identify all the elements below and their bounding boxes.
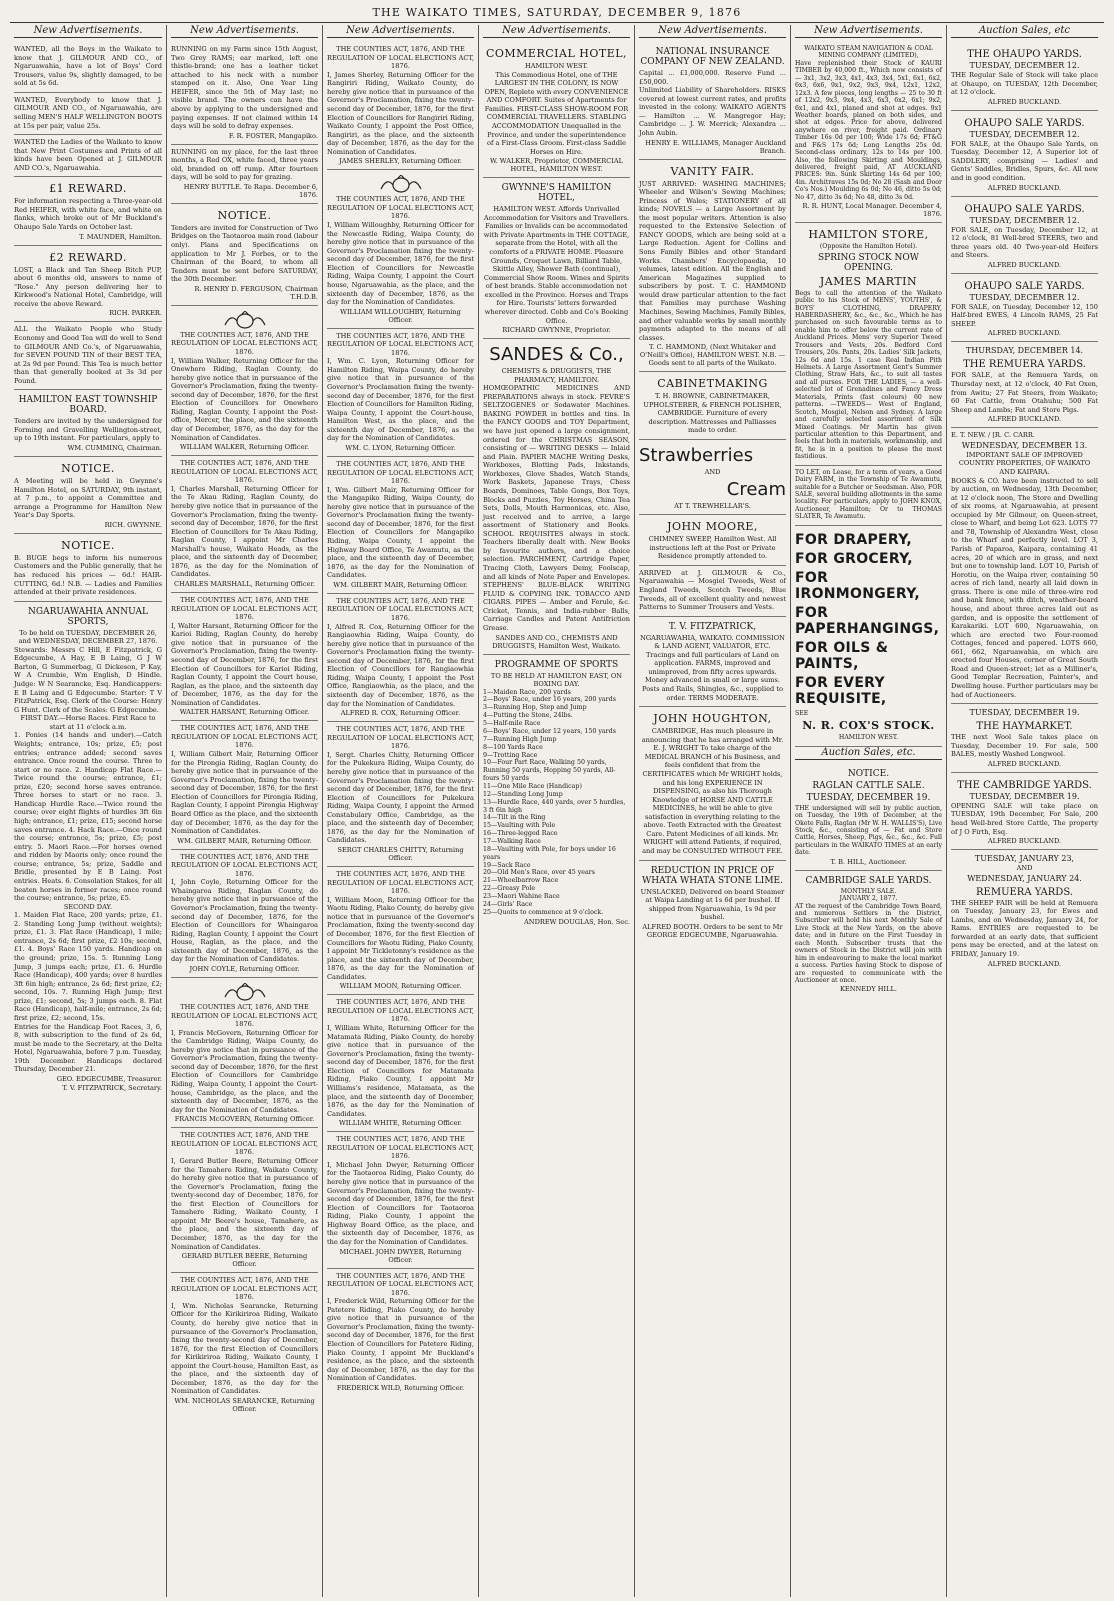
sandes-subtitle: CHEMISTS & DRUGGISTS, THE PHARMACY, HAMILTON. (501, 367, 612, 384)
column-heading: New Advertisements. (171, 25, 318, 38)
column-1 (10, 25, 166, 1597)
notice-text: I, Wm. Gilbert Mair, Returning Officer for the Mangapiko Riding, Waipa County, do hereby give notice that in pursuance of the Governor's Proclamation fixing the twenty-second day of December, 1876, for the first Election of Councillors for Mangapiko Riding, Waipa County, I appoint the Highway Board Office, Te Awamutu, as the place, and the sixteenth day of December, 1876, as the day for the Nomination of Candidates. (327, 485, 474, 580)
cox-stock-title: N. R. COX'S STOCK. (802, 719, 935, 733)
list-item: 23—Maori Wahine Race (483, 892, 560, 900)
ad-signature: HENRY BUTTLE. Te Rapa. December 6, 1876. (183, 182, 318, 199)
lime-title: REDUCTION IN PRICE OF WHATA WHATA STONE LIME. (642, 865, 783, 886)
see-label: SEE (795, 709, 809, 717)
auction-title: REMUERA YARDS. (976, 886, 1073, 898)
houghton-text: CAMBRIDGE, Has much pleasure in announcing that he has arranged with Mr. E. J. WRIGHT To take charge of the MEDICAL BRANCH of his Business, and feels confident that from the CERTIFICATES which Mr WRIGHT holds, and his long EXPERIENCE IN DISPENSING, as also his Thorough Knowledge of HORSE AND CATTLE MEDICINES, he will be able to give satisfaction in everything relating to the above. Teeth Extracted with the Greatest Care. Patent Medicines of all kinds. Mr. WRIGHT will attend Patients, if required, and may be CONSULTED WITHOUT FEE. (641, 727, 784, 855)
strawberries-word: Strawberries (639, 445, 754, 466)
programme-title: PROGRAMME OF SPORTS (494, 659, 619, 670)
sandes-title: SANDES & Co., (489, 344, 624, 366)
board-text: Tenders are invited by the undersigned for Forming and Gravelling Wellington-street, up to 19th instant. For particulars, apply to (14, 417, 162, 443)
auction-section-heading: Auction Sales, etc. (795, 747, 942, 760)
reward-text: LOST, a Black and Tan Sheep Bitch PUP, about 6 months old, answers to name of "Rose." Any person delivering her to Kirkwood's National Hotel, Cambridge, will receive the above Reward. (14, 265, 162, 308)
for-item: FOR IRONMONGERY, (795, 569, 920, 602)
fitzpatrick-title: T. V. FITZPATRICK, (668, 621, 757, 632)
auction-ohaupo-saddlery (951, 111, 1098, 197)
auction-haymarket (951, 704, 1098, 773)
hotel-text: This Commodious Hotel, one of THE LARGEST IN THE COLONY, IS NOW OPEN, Replete with every CONVENIENCE AND COMFORT. Suites of Apartments for Families. FIRST-CLASS SHOW-ROOM FOR COMMERCIAL TRAVELLERS. STABLING ACCOMMODATION Unequalled in the Province, and under the superintendence of a First-Class Groom. First-class Saddle Horses on Hire. (484, 70, 629, 156)
notice-text: I, Wm. Nicholas Searancke, Returning Officer for the Kirikiriroa Riding, Waikato County, do hereby give notice that in pursuance of the Governor's Proclamation, fixing the twenty-second day of December, 1876, for the first Election of Councillors for Kirikiriroa Riding, Waikato County, I appoint the Court-house, Hamilton East, as the place, and the sixteenth day of December, 1876, as the day for the Nomination of Candidates. (171, 1301, 318, 1396)
auction-ohaupo-ewes (951, 274, 1098, 343)
auction-title: IMPORTANT SALE OF IMPROVED COUNTRY PROPERTIES, OF WAIKATO AND KAIPARA. (958, 450, 1091, 476)
act-title: THE COUNTIES ACT, 1876, AND THE REGULATION OF LOCAL ELECTIONS ACT, 1876. (327, 459, 474, 486)
cambridge-text: AT the request of the Cambridge Town Board, and numerous Settlers in the District, Subscriber will hold his next Monthly Sale of Live Stock at the New Yards, on the above date; and in future on the First Tuesday in each Month. Subscriber trusts that the owners of Stock in the District will join with him in endeavouring to make the local market a success. Parties having Stock to dispose of are requested to communicate with the Auctioneer at once. (795, 902, 942, 984)
election-notice (171, 1273, 318, 1417)
election-notice (327, 457, 474, 594)
notice-signature: WILLIAM WALKER, Returning Officer. (180, 443, 309, 452)
notice-signature: GERARD BUTLER BEERE, Returning Officer. (181, 1252, 308, 1269)
programme-signature: ANDREW DOUGLAS, Hon. Sec. (524, 917, 630, 926)
column-heading: New Advertisements. (483, 25, 630, 38)
act-title: THE COUNTIES ACT, 1876, AND THE REGULATION OF LOCAL ELECTIONS ACT, 1876. (327, 998, 474, 1024)
hotel-signature: W. WALKER, Proprietor, COMMERCIAL HOTEL, HAMILTON WEST. (489, 157, 623, 174)
notice-signature: WM. C. LYON, Returning Officer. (345, 443, 456, 452)
reward-title: £2 REWARD. (49, 250, 127, 264)
masthead: THE WAIKATO TIMES, SATURDAY, DECEMBER 9, 1876 (10, 6, 1104, 23)
notice-signature: FREDERICK WILD, Returning Officer. (336, 1383, 465, 1392)
auction-title: OHAUPO SALE YARDS. (964, 117, 1085, 129)
store-location: (Opposite the Hamilton Hotel). (819, 243, 918, 251)
election-notice (327, 329, 474, 457)
notice-signature: WALTER HARSANT, Returning Officer. (179, 708, 310, 717)
auction-ohaupo-yards (951, 42, 1098, 111)
second-day-events: 1. Maiden Flat Race, 200 yards; prize, £1. 2. Standing Long Jump (without weights); prize, £1. 3. Flat Race (Handicap), 1 mile; entrance, 2s 6d; first prize, £2 10s; second, £1. 4. Boys' Race 150 yards. Handicap on the ground; prize, 15s. 5. Running Long Jump, 3 jumps each; prize, £1. 6. Hurdle Race (Handicap), 400 yards; over 8 hurdles 3ft 6in high; entrance, 2s 6d; first prize, £2; second, 10s. 7. Running High Jump; first prize, £1; second, 5s; 3 jumps each. 8. Flat Race (Handicap), half-mile; entrance, 2s 6d; first prize, £2; second, 15s. (14, 911, 162, 1022)
auction-and: AND (1016, 864, 1033, 873)
notice-text: I, Walter Harsant, Returning Officer for the Karioi Riding, Raglan County, do hereby give notice that in pursuance of the Governor's Proclamation, fixing the twenty-second day of December, 1876, for the first Election of Councillors for Karioi Riding, Raglan County, I appoint the Court house, Raglan, as the place, and the sixteenth day of December, 1876, as the day for the Nomination of Candidates. (171, 621, 318, 707)
column-heading: New Advertisements. (14, 25, 162, 38)
list-item: 8—100 Yards Race (483, 743, 543, 751)
cox-location: HAMILTON WEST. (838, 734, 899, 742)
list-item: 12—Standing Long Jump (483, 790, 563, 798)
act-title: THE COUNTIES ACT, 1876, AND THE REGULATION OF LOCAL ELECTIONS ACT, 1876. (327, 195, 474, 221)
list-item: 10—Four Part Race, Walking 50 yards, Running 50 yards, Hopping 50 yards, All-fours 50 yards (483, 759, 616, 783)
list-item: 24—Girls' Race (483, 900, 533, 908)
insurance-signature: HENRY E. WILLIAMS, Manager Auckland Branch. (645, 138, 786, 155)
notice-signature: FRANCIS McGOVERN, Returning Officer. (174, 1115, 315, 1124)
column-3 (322, 25, 478, 1597)
auction-signature: ALFRED BUCKLAND. (987, 329, 1062, 338)
board-title: HAMILTON EAST TOWNSHIP BOARD. (18, 395, 158, 416)
list-item: 1—Maiden Race, 200 yards (483, 688, 571, 696)
act-title: THE COUNTIES ACT, 1876, AND THE REGULATION OF LOCAL ELECTIONS ACT, 1876. (327, 725, 474, 751)
for-item: FOR GROCERY, (795, 550, 913, 567)
strawberries-and: AND (704, 468, 721, 476)
cambridge-sale-yards (795, 871, 942, 998)
cream-word: Cream (726, 478, 786, 500)
reward-pup-ad (14, 246, 162, 323)
reward-signature: T. MAUNDER, Hamilton. (79, 232, 162, 241)
notice-signature: WILLIAM WILLOUGHBY, Returning Officer. (340, 307, 461, 324)
list-item: 21—Wheelbarrow Race (483, 877, 559, 885)
cox-stock-ad (795, 526, 942, 747)
auction-date: THURSDAY, DECEMBER 14. (965, 346, 1084, 356)
hotel-signature: RICHARD GWYNNE, Proprietor. (502, 326, 611, 335)
sports-secretary: T. V. FITZPATRICK, Secretary. (62, 1083, 162, 1092)
notice-text: I, William Gilbert Mair, Returning Officer for the Pirongia Riding, Raglan County, do hereby give notice that in pursuance of the Governor's Proclamation, fixing the twenty-second day of December, 1876, for the first Election of Councillors for Pirongia Riding, Raglan County, I appoint Pirongia Highway Board Office as the place, and the sixteenth day of December, 1876, as the day for the Nomination of Candidates. (171, 750, 318, 836)
martin-name: JAMES MARTIN (819, 274, 918, 288)
list-item: 14—Tilt in the Ring (483, 814, 546, 822)
notice-text: I, William Moon, Returning Officer for the Waotu Riding, Piako County, do hereby give notice that in pursuance of the Governor's Proclamation, fixing the twenty-second day of December, 1876, for the first Election of Councillors for Waotu Riding, Piako County, I appoint Mr Tickletonny's residence as the place, and the sixteenth day of December, 1876, as the day for the Nomination of Candidates. (327, 895, 474, 981)
auction-signature: ALFRED BUCKLAND. (987, 183, 1062, 192)
second-day-heading: SECOND DAY. (63, 902, 113, 911)
act-title: THE COUNTIES ACT, 1876, AND THE REGULATION OF LOCAL ELECTIONS ACT, 1876. (327, 870, 474, 896)
notice-text: I, William Walker, Returning Officer for the Onewhero Riding, Raglan County, do hereby give notice that in pursuance of the Governor's Proclamation, fixing the twenty-second day of December, 1876, for the first Election of Councillors for Onewhero Riding, Raglan County, I appoint the Post-office, Mercer, the place, and the sixteenth day of December, 1876, as the day for the Nomination of Candidates. (171, 356, 318, 442)
auction-text: FOR SALE, on Tuesday, December 12, at 12 o'clock, 81 Well-bred STEERS, two and three years old. 40 Two-year-old Heifers and Steers. (951, 225, 1098, 260)
auction-title: OHAUPO SALE YARDS. (964, 203, 1085, 215)
act-title: THE COUNTIES ACT, 1876, AND THE REGULATION OF LOCAL ELECTIONS ACT, 1876. (171, 1276, 318, 1302)
auction-text: THE SHEEP FAIR will be held at Remuera on Tuesday, January 23, for Ewes and Lambs, and on Wednesday, January 24, for Rams. ENTRIES are requested to be forwarded at an early date, that sufficient pens may be erected, and at the latest on FRIDAY, January 19. (951, 898, 1098, 958)
insurance-text: Unlimited Liability of Shareholders. RISKS covered at lowest current rates, and profits invested in the colony. WAIKATO AGENTS — Hamilton ... W. Mangregor Hay; Cambridge ... J. W. Merrick; Alexandra ... John Aubin. (639, 86, 786, 137)
act-title: THE COUNTIES ACT, 1876, AND THE REGULATION OF LOCAL ELECTIONS ACT, 1876. (171, 852, 318, 878)
board-signature: WM. CUMMING, Chairman. (67, 444, 162, 452)
notice-text: I, John Coyle, Returning Officer for the Whaingaroa Riding, Raglan County, do hereby give notice that in pursuance of the Governor's Proclamation, fixing the twenty-second day of December, 1876, for the Election of Councillors for Whaingaroa Riding, Raglan County, I appoint the Court House, Raglan, as the place, and the sixteenth day of December, 1876, as the day for the Nomination of Candidates. (171, 878, 318, 964)
list-item: 15—Vaulting with Pole (483, 822, 556, 830)
notice-text: I, Francis McGovern, Returning Officer for the Cambridge Riding, Waipa County, do hereby give notice that in pursuance of the Governor's Proclamation, fixing the twenty-second day of December, 1876, for the first Election of Councillors for Cambridge Riding, Waipa County, I appoint the Court-house, Cambridge, as the place, and the sixteenth day of December, 1876, as the day for the Nomination of Candidates. (171, 1028, 318, 1114)
cabinet-title: CABINETMAKING (657, 377, 768, 391)
hamilton-store-ad (795, 223, 942, 466)
fitzpatrick-text: NGARUAWAHIA, WAIKATO. COMMISSION & LAND AGENT, VALUATOR, ETC. Tracings and full particulars of Land on application. FARMS, improved and unimproved, from fifty acres upwards. Money advanced in small or large sums. Posts and Rails, Shingles, &c., supplied to order. TERMS MODERATE. (640, 633, 785, 702)
election-notice (171, 1128, 318, 1273)
notice-title: NOTICE. (61, 538, 115, 552)
notice-signature: R. HENRY D. FERGUSON, Chairman T.H.D.B. (194, 284, 318, 301)
raglan-text: THE undersigned will sell by public auction, on Tuesday, the 19th of December, at the Okete Falls, Raglan (Mr W. H. WALLIS'S), Live Stock, &c., consisting of — Fat and Store Cattle, Horses, Sheep, Pigs, &c., &c., &c. Full particulars in the WAIKATO TIMES at an early date. (795, 804, 942, 857)
auction-remuera-yards (951, 342, 1098, 428)
list-item: 18—Vaulting with Pole, for boys under 16 years (483, 845, 616, 861)
stone-lime-ad (639, 861, 786, 943)
election-notice (171, 850, 318, 978)
auction-text: BOOKS & CO. have been instructed to sell by auction, on Wednesday, 13th December, at 12 o'clock noon, The Store and Dwelling of six rooms, at Ngaruawahia, at present occupied by Mr Gilmour, on Queen-street, close to Wharf, and being Lot 623. LOTS 77 and 78, Township of Alexandra West, close to the Wharf and perfectly level. LOT 3, Parish of Paparoa, Kaipara, containing 41 acres, 20 of which are in grass, and next but one to township land. LOT 10, Parish of Horotiu, on the Waipa river, containing 50 acres of rich land, nearly all laid down in grass. There is one mile of three-wire rod and bank fence, with ditch, weather-board house, and about three acres laid out as garden, and is opposite the settlement of Karakariki. LOT 600, Ngaruawahia, on which are erected two Four-roomed Cottages, fenced and papered. LOTS 660, 661, 662, Ngaruawahia, on which are erected four Houses, corner of Great South Road and Queen-street; let as a Milliner's, Good Templar Recreation, Painter's, and Dwelling house. Further particulars may be had of Auctioneers. (951, 476, 1098, 699)
list-item: 16—Three-legged Race (483, 830, 558, 838)
auction-ohaupo-steers (951, 197, 1098, 274)
election-notice (327, 1132, 474, 1268)
act-title: THE COUNTIES ACT, 1876, AND THE REGULATION OF LOCAL ELECTIONS ACT, 1876. (171, 1002, 318, 1029)
election-notice (171, 978, 318, 1128)
cambridge-signature: KENNEDY HILL. (839, 985, 898, 994)
raglan-date: TUESDAY, DECEMBER 19. (806, 792, 931, 803)
sports-officials: Stewards: Messrs C Hill, E Fitzpatrick, G Edgecumbe, A Hay, E B Laing, G J W Barton, G Summerbag, G Dickeson, P Kay, W A Crumbie, Wm English, D Hindle. Judge: W N Searancke, Esq. Handicappers: E B Laing and G Edgecumbe. Starter: T V FitzPatrick, Esq. Clerk of the Course: Henry G Hunt. Clerk of the Scales: G Edgecumbe. (14, 645, 162, 714)
kauri-text: Have replenished their Stock of KAURI TIMBER by 40,000 ft., Which now consists of — 3x1, 3x2, 3x3, 4x1, 4x3, 3x4, 5x1, 6x1, 6x2, 6x3, 6x6, 9x1, 9x2, 9x3, 9x4, 12x1, 12x2, 12x3. A few pieces, long lengths — 25 to 30 ft of 12x2, 9x3, 9x4, 4x3, 6x3, 6x2, 6x1; 9x2, 6x1, and 4x1, planed and shot at edges. 9x1 Weather boards, planed on both sides, and shot at edges. Price for above, delivered anywhere on river, freight paid. Ordinary Timber 16s 0d per 100; Wide 17s 6d; FT&G and F&S 17s 6d; Long Lengths 25s 0d. Second-class ordinary, 12s to 14s per 100. Also, the following Skirting and Mouldings, delivered, freight paid, AT AUCKLAND PRICES: 9in. Sunk Skirting 14s 6d per 100; 4in. Architraves 15s 0d; No 28 (Sash and Door Co's Nos.) Moulding 6s 0d; No 46, ditto 5s 0d; No 47, ditto 3s 6d; No 48, ditto 3s 0d. (795, 59, 942, 201)
list-item: 13—Hurdle Race, 440 yards, over 5 hurdles, 3 ft 6in high (483, 798, 626, 814)
auction-signature: ALFRED BUCKLAND. (987, 415, 1062, 424)
ad-signature: F. R. FOSTER, Mangapiko. (228, 131, 318, 140)
notice-signature: WILLIAM MOON, Returning Officer. (339, 982, 462, 991)
auction-date: TUESDAY, DECEMBER 12. (969, 215, 1080, 225)
notice-signature: WM. GILBERT MAIR, Returning Officer. (333, 580, 468, 589)
columns (10, 25, 1104, 1597)
bridge-tender-notice (171, 204, 318, 306)
raglan-cattle-sale (795, 764, 942, 871)
royal-crest-icon (221, 983, 269, 1001)
hotel-title: GWYNNE'S HAMILTON HOTEL, (501, 183, 612, 204)
election-notice (327, 867, 474, 995)
act-title: THE COUNTIES ACT, 1876, AND THE REGULATION OF LOCAL ELECTIONS ACT, 1876. (327, 1271, 474, 1297)
first-day-events: 1. Ponies (14 hands and under).—Catch Weights; entrance, 10s; prize, £5; post entries; entrance added; second saves entrance. Once round the course. Three to start or no race. 2. Handicap Flat Race.—Twice round the course; entrance, £1; prize, £20; second horse saves entrance. Three horses to start or no race. 3. Handicap Hurdle Race.—Twice round the course; over eight flights of hurdles 3ft 6in high; entrance, £1; prize, £15; second horse saves entrance. 4. Hack Race.—Once round the course; entrance, 5s; prize, £5; post entry. 5. Maori Race.—For horses owned and ridden by Maoris only; once round the course; entrance, 5s; prize, Saddle and Bridle, presented by E B Laing. Post entries. Heats. 6. Consolation Stakes, for all beaten horses in former races; once round the course; entrance, 5s; prize, £5. (14, 731, 162, 903)
notice-text: I, Charles Marshall, Returning Officer for the Te Akau Riding, Raglan County, do hereby give notice that in pursuance of the Governor's Proclamation, fixing the twenty-second day of December, 1876, for the first Election of Councillors for Te Akau Riding, Raglan County, I appoint Mr Charles Marshall's house, Waikato Heads, as the place, and the sixteenth day of December, 1876, as the day for the Nomination of Candidates. (171, 484, 318, 579)
reward-title: £1 REWARD. (49, 182, 127, 196)
list-item: 19—Sack Race (483, 861, 531, 869)
stray-ox-ad (171, 145, 318, 204)
haircut-notice (14, 534, 162, 602)
election-notice (327, 594, 474, 722)
notice-text: I, William White, Returning Officer for the Matamata Riding, Piako County, do hereby give notice that in pursuance of the Governor's Proclamation, fixing the twenty-second day of December, 1876, for the first Election of Councillors for Matamata Riding, Piako County, I appoint Mr Williams's residence, Matamata, as the place, and the sixteenth day of December, 1876, as the day for the Nomination of Candidates. (327, 1024, 474, 1118)
notice-signature: WM. GILBERT MAIR, Returning Officer. (177, 836, 312, 845)
notice-text: I, Frederick Wild, Returning Officer for the Patetere Riding, Piako County, do hereby give notice that in pursuance of the Governor's Proclamation, fixing the twenty-second day of December, 1876, for the first Election of Councillors for Patetere Riding, Piako County, I appoint Mr Buckland's residence, as the place, and the sixteenth day of December, 1876, as the day for the Nomination of Candidates. (327, 1297, 474, 1383)
column-heading: Auction Sales, etc (951, 25, 1098, 38)
list-item: 3—Running Hop, Step and Jump (483, 704, 587, 712)
list-item: 4—Putting the Stone, 24lbs. (483, 712, 573, 720)
auction-text: FOR SALE, at the Remuera Yards, on Thursday next, at 12 o'clock, 40 Fat Oxen, from Awitu; 27 Fat Steers, from Waikato; 60 Fat Cattle, from Otahuhu; 500 Fat Sheep and Lambs; Fat and Store Pigs. (951, 371, 1098, 414)
auction-signature: ALFRED BUCKLAND. (987, 837, 1062, 846)
sandes-text: HOMŒOPATHIC MEDICINES AND PREPARATIONS always in stock. FEVRE'S SELTZOGENES or Sodawater Machines. BAKING POWDER in bottles and tins. In the FANCY GOODS and TOY Department, we have just opened a large consignment, ordered for the CHRISTMAS SEASON, consisting of — WRITING DESKS — Inlaid and Plain. PAPIER MACHE Writing Desks, Workboxes, Blotting Pads, Inkstands, Workboxes, Glove Shades, Watch Stands, Work Baskets, Japanese Trays, Chess Boards, Dominoes, Table Gongs, Box Toys, Blocks and Puzzles, Toy Horses, China Tea Sets, Dolls, Mouth Harmonicas, etc. Also, just received and to arrive, a large assortment of Stationery and Books. SCHOOL REQUISITES always in stock. Teachers liberally dealt with. New Books by favourite authors, and a choice selection. PARCHMENT, Cartridge Paper, Tracing Cloth, Lawyers Demy, Foolscap, and all kinds of Note Paper and Envelopes. STEPHENS' BLUE-BLACK WRITING FLUID & COPYING INK. TOBACCO AND CIGARS. PIPES — Amber and Ferule, &c. Cricket, Tennis, and India-rubber Balls, Carriage Candles and Patent Antifriction Grease. (483, 384, 630, 632)
list-item: 6—Boys' Race, under 12 years, 150 yards (483, 727, 616, 735)
notice-text: I, Sergt. Charles Chitty, Returning Officer for the Pukekura Riding, Waipa County, do hereby give notice that in pursuance of the Governor's Proclamation fixing the twenty-second day of December, 1876, for the first Election of Councillors for Pukekura Riding, Waipa County, I appoint the Armed Constabulary Office, Cambridge, as the place, and the sixteenth day of December, 1876, as the day for the Nomination of Candidates. (327, 750, 474, 845)
vanity-fair-ad (639, 160, 786, 373)
lime-signature: ALFRED BOOTH. Orders to be sent to Mr GEORGE EDGECUMBE, Ngaruawahia. (642, 922, 783, 939)
list-item: 20—Old Men's Race, over 45 years (483, 869, 595, 877)
act-title: THE COUNTIES ACT, 1876, AND THE REGULATION OF LOCAL ELECTIONS ACT, 1876. (327, 596, 474, 622)
election-notice (171, 306, 318, 456)
auction-title: OHAUPO SALE YARDS. (964, 280, 1085, 292)
ad-text: RUNNING on my Farm since 15th August, Two Grey RAMS; ear marked, left one thistle-brand; one has a leather ticket attached to his neck with a number stamped on it. Also, One Year Ling HEIFER, since the 5th of May last; no visible brand. The owners can have the above by applying to the undersigned and paying expenses. If not claimed within 14 days will be sold to defray expenses. (171, 45, 318, 131)
ad-text: RUNNING on my place, for the last three months, a Red OX, white faced, three years old, branded on off rump. After fourteen days, will be sold to pay for grazing. (171, 147, 318, 182)
reward-signature: RICH. PARKER. (109, 309, 162, 318)
ngaruawahia-sports-ad (14, 602, 162, 1096)
lime-text: UNSLACKED, Delivered on board Steamer at Waipa Landing at 1s 6d per bushel. If shipped from Ngaruawahia, 1s 9d per bushel. (640, 887, 785, 922)
auction-date: TUESDAY, DECEMBER 12. (969, 61, 1080, 70)
list-item: 2—Boys' Race, under 16 years, 200 yards (483, 696, 616, 704)
auction-title: THE HAYMARKET. (976, 721, 1073, 733)
township-board-ad (14, 390, 162, 457)
election-notice (171, 456, 318, 593)
notice-signature: WM. NICHOLAS SEARANCKE, Returning Officer. (174, 1397, 315, 1413)
programme-subtitle: TO BE HELD AT HAMILTON EAST, ON BOXING DAY. (490, 671, 623, 689)
list-item: 5—Half-mile Race (483, 720, 541, 728)
sports-treasurer: GEO. EDGECUMBE, Treasurer. (56, 1074, 162, 1083)
election-notice (327, 42, 474, 170)
meeting-notice (14, 457, 162, 534)
notice-text: I, William Willoughby, Returning Officer for the Newcastle Riding, Waipa County, do hereby give notice that in pursuance of the Governor's Proclamation fixing the twenty-second day of December, 1876, for the first Election of Councillors for Newcastle Riding, Waipa County, I appoint the Court house, Ngaruawahia, as the place, and the sixteenth day of December, 1876, as the day for the Nomination of Candidates. (327, 221, 474, 307)
cambridge-date: JANUARY 2, 1877. (839, 895, 898, 903)
for-item: FOR PAPERHANGINGS, (795, 604, 940, 637)
list-item: 25—Quoits to commence at 9 o'clock. (483, 908, 604, 916)
column-heading: New Advertisements. (795, 25, 942, 38)
commercial-hotel-ad (483, 42, 630, 178)
strawberries-ad (639, 440, 786, 515)
auction-text: OPENING SALE will take place on TUESDAY, 19th December, For Sale, 200 head Well-bred Store Cattle, The property of J O Firth, Esq. (951, 801, 1098, 836)
store-title: HAMILTON STORE, (808, 228, 929, 242)
martin-text: Begs to call the attention of the Waikato public to his Stock of MENS', YOUTHS', & BOYS' CLOTHING, DRAPERY, HABERDASHERY, &c., &c., &c., Which he has purchased on such favourable terms as to enable him to offer below the current rate of Auckland Prices. Mens' very Superior Tweed Trousers and Vests, 20s. Bedford Cord Trousers, 20s. Pants, 20s. Ladies' Silk Jackets, 12s 6d and 15s. 1 case Real Indian Pith Helmets. A Large Assortment Gent's Summer Clothing, Straw Hats, &c., to suit all tastes and all purses. FOR THE LADIES, — a well-selected lot of Grenadines and Fancy Dress Materials, Prints (fast colours) 60 new patterns. —TWEEDS— West of England, Scotch, Mosgiel, Nelson and Sydney. A large and carefully selected assortment of Silk Mixed Coatings. Mr Martin has given particular attention to this Department, and feels that both in materials, workmanship, and fit, he is in a position to please the most fastidious. (795, 289, 942, 461)
gilmour-prints-ad: WANTED the Ladies of the Waikato to know that New Print Costumes and Prints of all kinds have been Opened at J. GILMOUR AND CO.'s, Ngaruawahia. (14, 135, 162, 177)
notice-signature: JAMES SHERLEY, Returning Officer. (339, 157, 462, 166)
raglan-notice: NOTICE. (847, 768, 890, 779)
act-title: THE COUNTIES ACT, 1876, AND THE REGULATION OF LOCAL ELECTIONS ACT, 1876. (327, 45, 474, 71)
stray-rams-ad (171, 42, 318, 145)
auction-header-line: E. T. NEW. / [R. C. CARR. (951, 431, 1035, 440)
houghton-title: JOHN HOUGHTON, (653, 712, 772, 726)
sandes-chemists-ad (483, 339, 630, 654)
auction-title: THE REMUERA YARDS. (963, 359, 1086, 371)
auction-date: TUESDAY, JANUARY 23, (974, 854, 1075, 864)
auction-text: FOR SALE, on Tuesday, December 12, 150 Half-bred EWES, 4 Lincoln RAMS, 25 Fat SHEEP. (951, 302, 1098, 328)
election-notice (327, 722, 474, 867)
auction-cambridge-yards (951, 773, 1098, 850)
gilmour-tea-ad: ALL the Waikato People who Study Economy and Good Tea will do well to Send to GILMOUR AND Co.'s, of Ngaruawahia, for SEVEN POUND TIN of their BEST TEA, at 2s 9d per Pound. This Tea is much better than that generally booked at 3s 3d per Pound. (14, 322, 162, 390)
act-title: THE COUNTIES ACT, 1876, AND THE REGULATION OF LOCAL ELECTIONS ACT, 1876. (171, 596, 318, 622)
notice-signature: MICHAEL JOHN DWYER, Returning Officer. (339, 1247, 462, 1264)
notice-signature: JOHN COYLE, Returning Officer. (189, 964, 300, 973)
auction-signature: ALFRED BUCKLAND. (987, 97, 1062, 106)
act-title: THE COUNTIES ACT, 1876, AND THE REGULATION OF LOCAL ELECTIONS ACT, 1876. (171, 724, 318, 750)
boxing-day-programme (483, 655, 630, 930)
auction-date: TUESDAY, DECEMBER 12. (969, 292, 1080, 302)
list-item: 17—Walking Race (483, 837, 541, 845)
auction-remuera-sheep-fair (951, 850, 1098, 972)
auction-signature: ALFRED BUCKLAND. (987, 959, 1062, 968)
column-7 (946, 25, 1102, 1597)
notice-text: B. BUGE begs to inform his numerous Customers and the Public generally, that he has reduced his prices — 6d.! HAIR-CUTTING, 6d.! N.B. — Ladies and Families attended at their private residences. (14, 553, 162, 597)
royal-crest-icon (221, 311, 269, 329)
notice-text: I, Wm. C. Lyon, Returning Officer for Hamilton Riding, Waipa County, do hereby give notice that in pursuance of the Governor's Proclamation fixing the twenty-second day of December, 1876, for the first Election of Councillors for Hamilton Riding, Waipa County, I appoint the Court-house, Hamilton West, as the place, and the sixteenth day of December, 1876, as the day for the Nomination of Candidates. (327, 357, 474, 443)
notice-text: A Meeting will be held in Gwynne's Hamilton Hotel, on SATURDAY, 9th instant, at 7 p.m., to appoint a Committee and arrange a Programme for Hamilton New Year's Day Sports. (14, 477, 162, 520)
insurance-title: NATIONAL INSURANCE COMPANY OF NEW ZEALAND. (640, 47, 785, 67)
column-6 (790, 25, 946, 1597)
notice-text: I, Gerard Butler Beere, Returning Officer for the Tamahere Riding, Waikato County, do hereby give notice that in pursuance of the Governor's Proclamation, fixing the twenty-second day of December, 1876, for the first Election of Councillors for Tamahere Riding, Waikato County, I appoint Mr Beere's house, Tamahere, as the place, and the sixteenth day of December, 1876, as the day for the Nomination of Candidates. (171, 1156, 318, 1251)
auction-text: THE Regular Sale of Stock will take place at Ohaupo, on TUESDAY, 12th December, at 12 o'clock. (951, 71, 1098, 97)
vanity-text: JUST ARRIVED: WASHING MACHINES; Wheeler and Wilson's Sewing Machines; Princess of Wales; STATIONERY of all kinds; NOVELS — a Large Assortment by the most popular writers. Attention is also requested to the Extensive Selection of FANCY GOODS, which are being sold at a Large Reduction. Agent for Collins and Sons Family Bibles and other Standard Works. Chambers' Encyclopaedia, 10 volumes, latest edition. All the English and American Magazines supplied to subscribers by post. T. C. HAMMOND would draw particular attention to the fact that Families may purchase Washing Machines, Sewing Machines, Family Bibles, and other valuable works by small monthly payments adapted to the means of all classes. (639, 179, 786, 342)
election-notice (327, 995, 474, 1132)
notice-text: I, Michael John Dwyer, Returning Officer for the Taotaoroa Riding, Piako County, do hereby give notice that in pursuance of the Governor's Proclamation, fixing the twenty-second day of December, 1876, for the first Election of Councillors for Taotaoroa Riding, Piako County, I appoint the Highway Board Office, as the place, and the sixteenth day of December, 1876, as the day for the Nomination of Candidates. (327, 1160, 474, 1246)
column-heading: New Advertisements. (639, 25, 786, 38)
election-notice (327, 170, 474, 328)
notice-signature: CHARLES MARSHALL, Returning Officer. (174, 580, 315, 588)
houghton-chemist-ad (639, 707, 786, 860)
fitzpatrick-agent-ad (639, 617, 786, 708)
act-title: THE COUNTIES ACT, 1876, AND THE REGULATION OF LOCAL ELECTIONS ACT, 1876. (327, 331, 474, 357)
election-notice (171, 593, 318, 721)
auction-text: THE next Wool Sale takes place on Tuesday, December 19. For sale, 500 BALES, mostly Washed Longwool. (951, 733, 1098, 759)
auction-date: TUESDAY, DECEMBER 12. (969, 129, 1080, 139)
gwynne-hotel-ad (483, 178, 630, 339)
vanity-signature: T. C. HAMMOND, (Next Whitaker and O'Neill's Office), HAMILTON WEST. N.B. — Goods sent to all parts of the Waikato. (639, 343, 786, 368)
notice-text: I, Alfred R. Cox, Returning Officer for the Rangiaowhia Riding, Waipa County, do hereby give notice that in pursuance of the Governor's Proclamation fixing the twenty-second day of December, 1876, for the first Election of Councillors for Rangiaowhia Riding, Waipa County, I appoint the Post Office, Rangiaowhia, as the place, and the sixteenth day of December, 1876, as the day for the Nomination of Candidates. (327, 622, 474, 708)
programme-list (483, 689, 630, 917)
list-item: 22—Greasy Pole (483, 885, 536, 893)
gilmour-boots-ad: WANTED, Everybody to know that J. GILMOUR AND CO., of Ngaruawahia, are selling MEN'S HALF WELLINGTON BOOTS at 15s per pair, value 25s. (14, 93, 162, 135)
act-title: THE COUNTIES ACT, 1876, AND THE REGULATION OF LOCAL ELECTIONS ACT, 1876. (171, 1131, 318, 1157)
strawberries-shop: AT T. TREWHELLAR'S. (674, 501, 751, 510)
kauri-signature: R. R. HUNT, Local Manager. December 4, 1876. (802, 202, 942, 219)
election-notice (171, 721, 318, 849)
notice-title: NOTICE. (61, 462, 115, 475)
farm-lease-ad: TO LET, on Lease, for a term of years, a Good Dairy FARM, in the Township of Te Awamutu, suitable for a Butcher or Seedsman. Also, FOR SALE, several building allotments in the same locality. For particulars, apply to JOHN KNOX, Auctioneer, Hamilton; Or to THOMAS SLATER, Te Awamutu. (795, 466, 942, 526)
reward-text: For information respecting a Three-year-old Red HEIFER, with white face, and white on flanks, which broke out of Mr Buckland's Ohaupo Sale Yards on October last. (14, 197, 162, 231)
kauri-timber-ad (795, 42, 942, 223)
chimney-sweep-ad (639, 515, 786, 566)
list-item: 9—Trotting Race (483, 751, 538, 759)
sweep-title: JOHN MOORE, (667, 520, 758, 534)
column-4 (478, 25, 634, 1597)
act-title: THE COUNTIES ACT, 1876, AND THE REGULATION OF LOCAL ELECTIONS ACT, 1876. (171, 459, 318, 485)
auction-text: FOR SALE, at the Ohaupo Sale Yards, on Tuesday, December 12, A Superior lot of SADDLERY, comprising — Ladies' and Gents' Saddles, Bridles, Spurs, &c. All new and in good condition. (951, 139, 1098, 182)
notice-signature: WILLIAM WHITE, Returning Officer. (338, 1119, 463, 1128)
notice-signature: RICH. GWYNNE. (104, 520, 162, 529)
cambridge-title: CAMBRIDGE SALE YARDS. (805, 875, 932, 886)
column-heading: New Advertisements. (327, 25, 474, 38)
cambridge-subtitle: MONTHLY SALE. (840, 887, 897, 895)
auction-date: WEDNESDAY, JANUARY 24. (967, 873, 1082, 883)
notice-text: I, James Sherley, Returning Officer for the Rangiriri Riding, Waikato County, do hereby give notice that in pursuance of the Governor's Proclamation, fixing the twenty-second day of December, 1876, for the first Election of Councillors for Rangiriri Riding, Waikato County, I appoint the Post Office, Rangiriri, as the place, and the sixteenth day of December, 1876, as the day for the Nomination of Candidates. (327, 70, 474, 156)
cabinetmaking-ad (639, 372, 786, 440)
auction-title: THE CAMBRIDGE YARDS. (957, 779, 1092, 791)
auction-signature: ALFRED BUCKLAND. (987, 759, 1062, 768)
for-item: FOR DRAPERY, (795, 531, 912, 548)
sports-date: To be held on TUESDAY, DECEMBER 26, and WEDNESDAY, DECEMBER 27, 1876. (18, 628, 158, 646)
sweep-text: CHIMNEY SWEEP, Hamilton West. All instructions left at the Post or Private Residence promptly attended to. (648, 535, 777, 561)
for-item: FOR OILS & PAINTS, (795, 639, 889, 672)
insurance-capital: Capital ... £1,000,000. Reserve Fund ... £50,000. (639, 69, 786, 86)
auction-date: TUESDAY, DECEMBER 19. (969, 791, 1080, 801)
raglan-title: RAGLAN CATTLE SALE. (812, 780, 925, 791)
reward-heifer-ad (14, 177, 162, 245)
sandes-signature: SANDES AND CO., CHEMISTS AND DRUGGISTS, Hamilton West, Waikato. (492, 633, 621, 650)
act-title: THE COUNTIES ACT, 1876, AND THE REGULATION OF LOCAL ELECTIONS ACT, 1876. (327, 1135, 474, 1161)
for-item: FOR EVERY REQUISITE, (795, 674, 887, 707)
hotel-location: HAMILTON WEST. (524, 62, 588, 70)
notice-signature: ALFRED R. COX, Returning Officer. (340, 709, 461, 718)
store-opening: SPRING STOCK NOW OPENING. (818, 252, 919, 273)
act-title: THE COUNTIES ACT, 1876, AND THE REGULATION OF LOCAL ELECTIONS ACT, 1876. (171, 330, 318, 356)
list-item: 11—One Mile Race (Handicap) (483, 782, 582, 790)
election-notice (327, 1269, 474, 1396)
cabinet-text: T. H. BROWNE, CABINETMAKER, UPHOLSTERER, & FRENCH POLISHER, CAMBRIDGE. Furniture of every description. Mattresses and Palliasses made to order. (643, 392, 782, 435)
auction-signature: ALFRED BUCKLAND. (987, 260, 1062, 269)
gilmour-boys-ad: WANTED, all the Boys in the Waikato to know that J. GILMOUR AND CO., of Ngaruawahia, have a lot of Boys' Cord Trousers, value 9s, slightly damaged, to be sold at 5s 6d. (14, 42, 162, 93)
notice-text: Tenders are invited for Construction of Two Bridges on the Taotaoroa main road (labour only). Plans and Specifications on application to Mr J. Forbes, or to the Chairman of the Board, to whom all Tenders must be sent before SATURDAY, the 30th December. (171, 223, 318, 284)
column-5 (634, 25, 790, 1597)
kauri-company: WAIKATO STEAM NAVIGATION & COAL MINING COMPANY (LIMITED), (804, 45, 933, 60)
auction-kaipara-properties (951, 428, 1098, 704)
hotel-text: HAMILTON WEST. Affords Unrivalled Accommodation for Visitors and Travellers. Families or Invalids can be accommodated with Private Apartments in THE COTTAGE, separate from the Hotel, with all the comforts of a PRIVATE HOME. Pleasure Grounds, Croquet Lawn, Billiard Table, Skittle Alley, Shower Bath (continual), Commercial Show Room. Wines and Spirits of best brands. Stable accommodation not excelled in the Province. Horses and Traps for Hire. Tourists' letters forwarded wherever directed. Cobb and Co's Booking Office. (483, 205, 630, 325)
raglan-signature: T. B. HILL, Auctioneer. (830, 857, 907, 866)
vanity-title: VANITY FAIR. (670, 164, 755, 178)
insurance-ad (639, 42, 786, 160)
first-day-heading: FIRST DAY.—Horse Races. First Race to start at 11 o'clock a.m. (20, 714, 156, 731)
auction-date: TUESDAY, DECEMBER 19. (969, 708, 1080, 718)
column-2 (166, 25, 322, 1597)
auction-title: THE OHAUPO YARDS. (967, 49, 1082, 60)
sports-title: NGARUAWAHIA ANNUAL SPORTS, (28, 606, 148, 627)
notice-title: NOTICE. (217, 208, 272, 222)
auction-date: WEDNESDAY, DECEMBER 13. (961, 440, 1088, 450)
gilmour-tweeds-ad: ARRIVED at J. GILMOUR & Co., Ngaruawahia — Mosgiel Tweeds, West of England Tweeds, Scotch Tweeds, Blue Tweeds, all of excellent quality and newest Patterns to Summer Trousers and Vests. (639, 566, 786, 617)
hotel-title: COMMERCIAL HOTEL, (485, 47, 628, 60)
sports-footer: Entries for the Handicap Foot Races, 3, 6, 8, with subscription to the fund of 2s 6d, must be made to the Secretary, at the Delta Hotel, Ngaruawahia, before 7 p.m. Tuesday, 19th December. Handicaps declared Thursday, December 21. (14, 1022, 162, 1074)
notice-signature: SERGT CHARLES CHITTY, Returning Officer. (337, 846, 464, 862)
list-item: 7—Running High Jump (483, 735, 557, 743)
royal-crest-icon (377, 175, 425, 193)
